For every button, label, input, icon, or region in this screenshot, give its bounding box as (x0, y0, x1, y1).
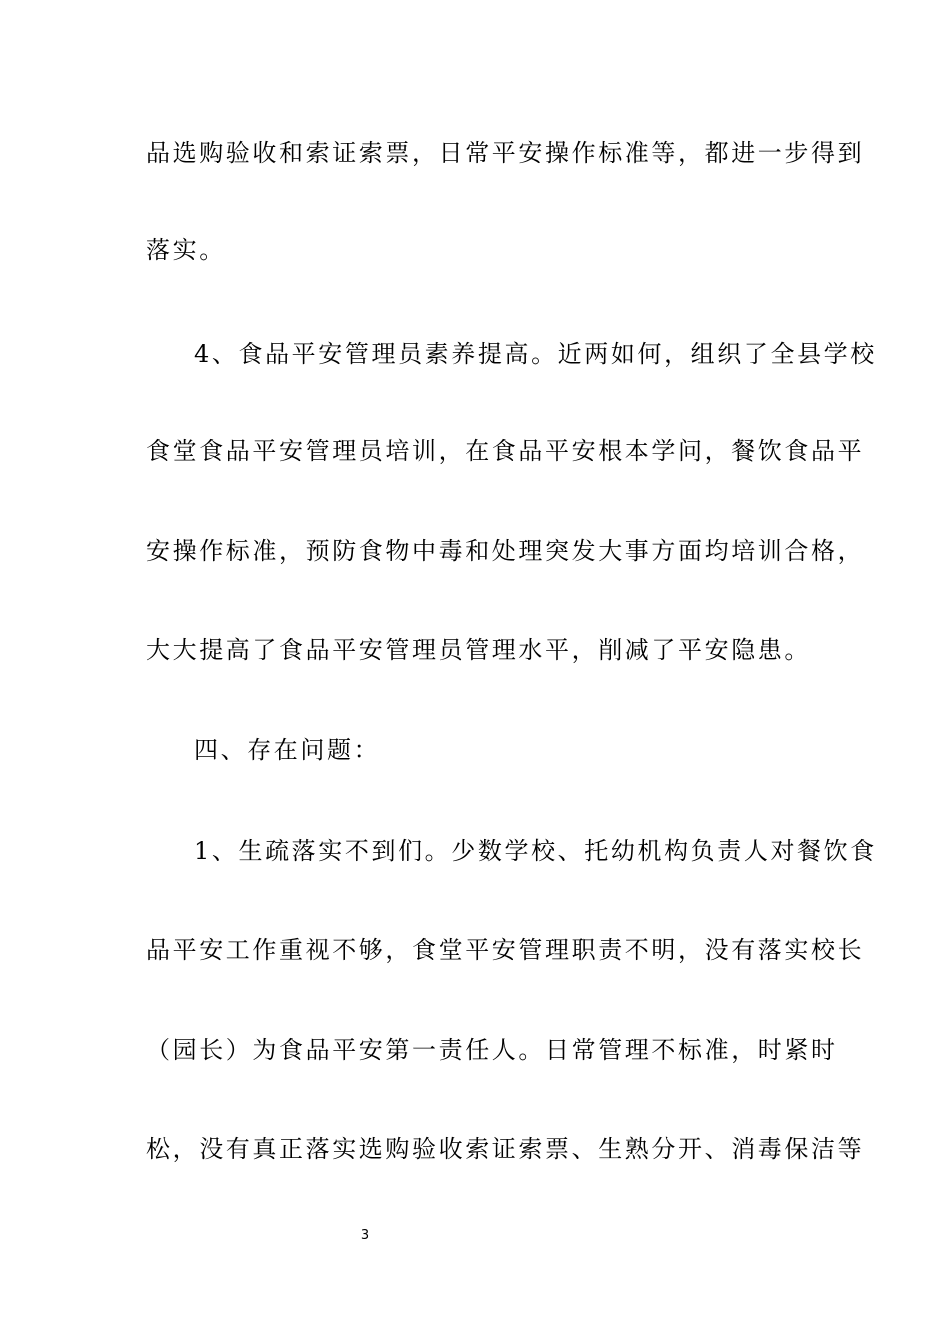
paragraph-start-line: 1、生疏落实不到们。少数学校、托幼机构负责人对餐饮食 (194, 837, 877, 865)
text-line: 大大提高了食品平安管理员管理水平，削减了平安隐患。 (146, 636, 811, 664)
text-line: 食堂食品平安管理员培训，在食品平安根本学问，餐饮食品平 (146, 437, 865, 465)
section-heading: 四、存在问题： (194, 736, 381, 764)
text-line: 安操作标准，预防食物中毒和处理突发大事方面均培训合格， (146, 537, 865, 565)
paragraph-start-line: 4、食品平安管理员素养提高。近两如何，组织了全县学校 (194, 340, 877, 368)
page-number: 3 (360, 1228, 370, 1243)
text-line: 品平安工作重视不够，食堂平安管理职责不明，没有落实校长 (146, 936, 865, 964)
text-line: （园长）为食品平安第一责任人。日常管理不标准，时紧时 (146, 1036, 838, 1064)
text-line: 松，没有真正落实选购验收索证索票、生熟分开、消毒保洁等 (146, 1135, 865, 1163)
text-line: 品选购验收和索证索票，日常平安操作标准等，都进一步得到 (146, 139, 865, 167)
text-line: 落实。 (146, 236, 226, 264)
